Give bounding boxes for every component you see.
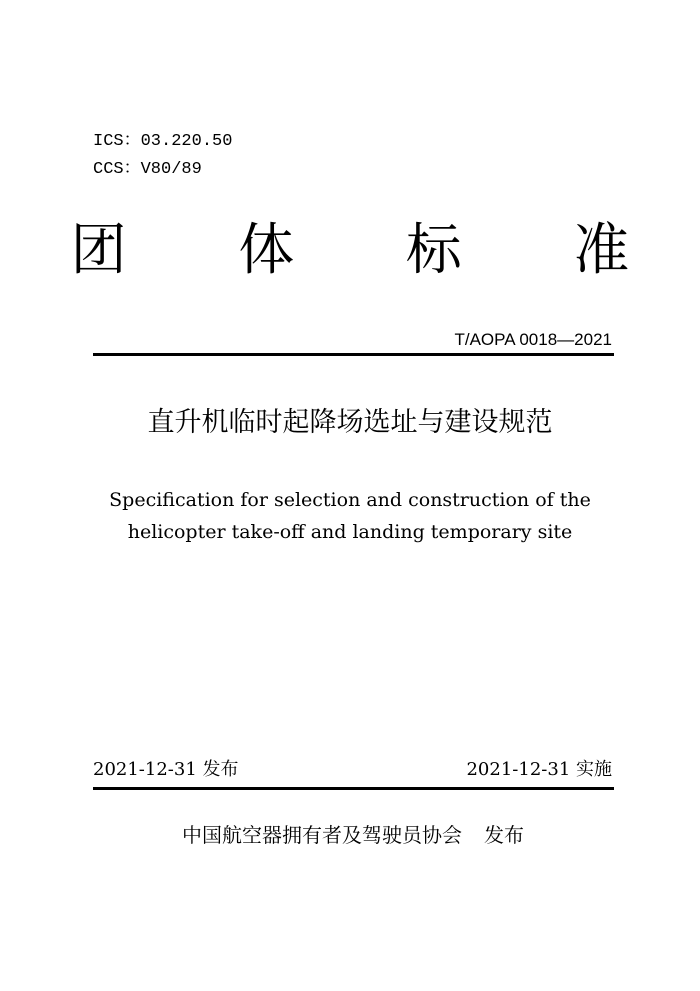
- english-title-line-2: helicopter take-off and landing temporary site: [127, 521, 573, 543]
- top-divider: [93, 353, 614, 356]
- publisher-name: 中国航空器拥有者及驾驶员协会: [182, 823, 462, 847]
- classification-codes: [93, 128, 232, 184]
- publisher-line: [0, 820, 700, 850]
- implementation-date: 2021-12-31 实施: [466, 759, 612, 780]
- ics-code: ICS：03.220.50: [93, 132, 233, 151]
- english-title-line-1: Specification for selection and construction of the: [109, 489, 591, 511]
- chinese-title: 直升机临时起降场选址与建设规范: [147, 407, 553, 437]
- bottom-divider: [93, 787, 614, 790]
- english-title: [0, 484, 700, 548]
- publisher-action: 发布: [484, 823, 524, 847]
- document-type-heading: 团 体 标 准: [70, 218, 678, 281]
- standard-number: T/AOPA 0018—2021: [454, 330, 612, 349]
- ccs-code: CCS：V80/89: [93, 160, 202, 179]
- issue-date: 2021-12-31 发布: [93, 759, 239, 780]
